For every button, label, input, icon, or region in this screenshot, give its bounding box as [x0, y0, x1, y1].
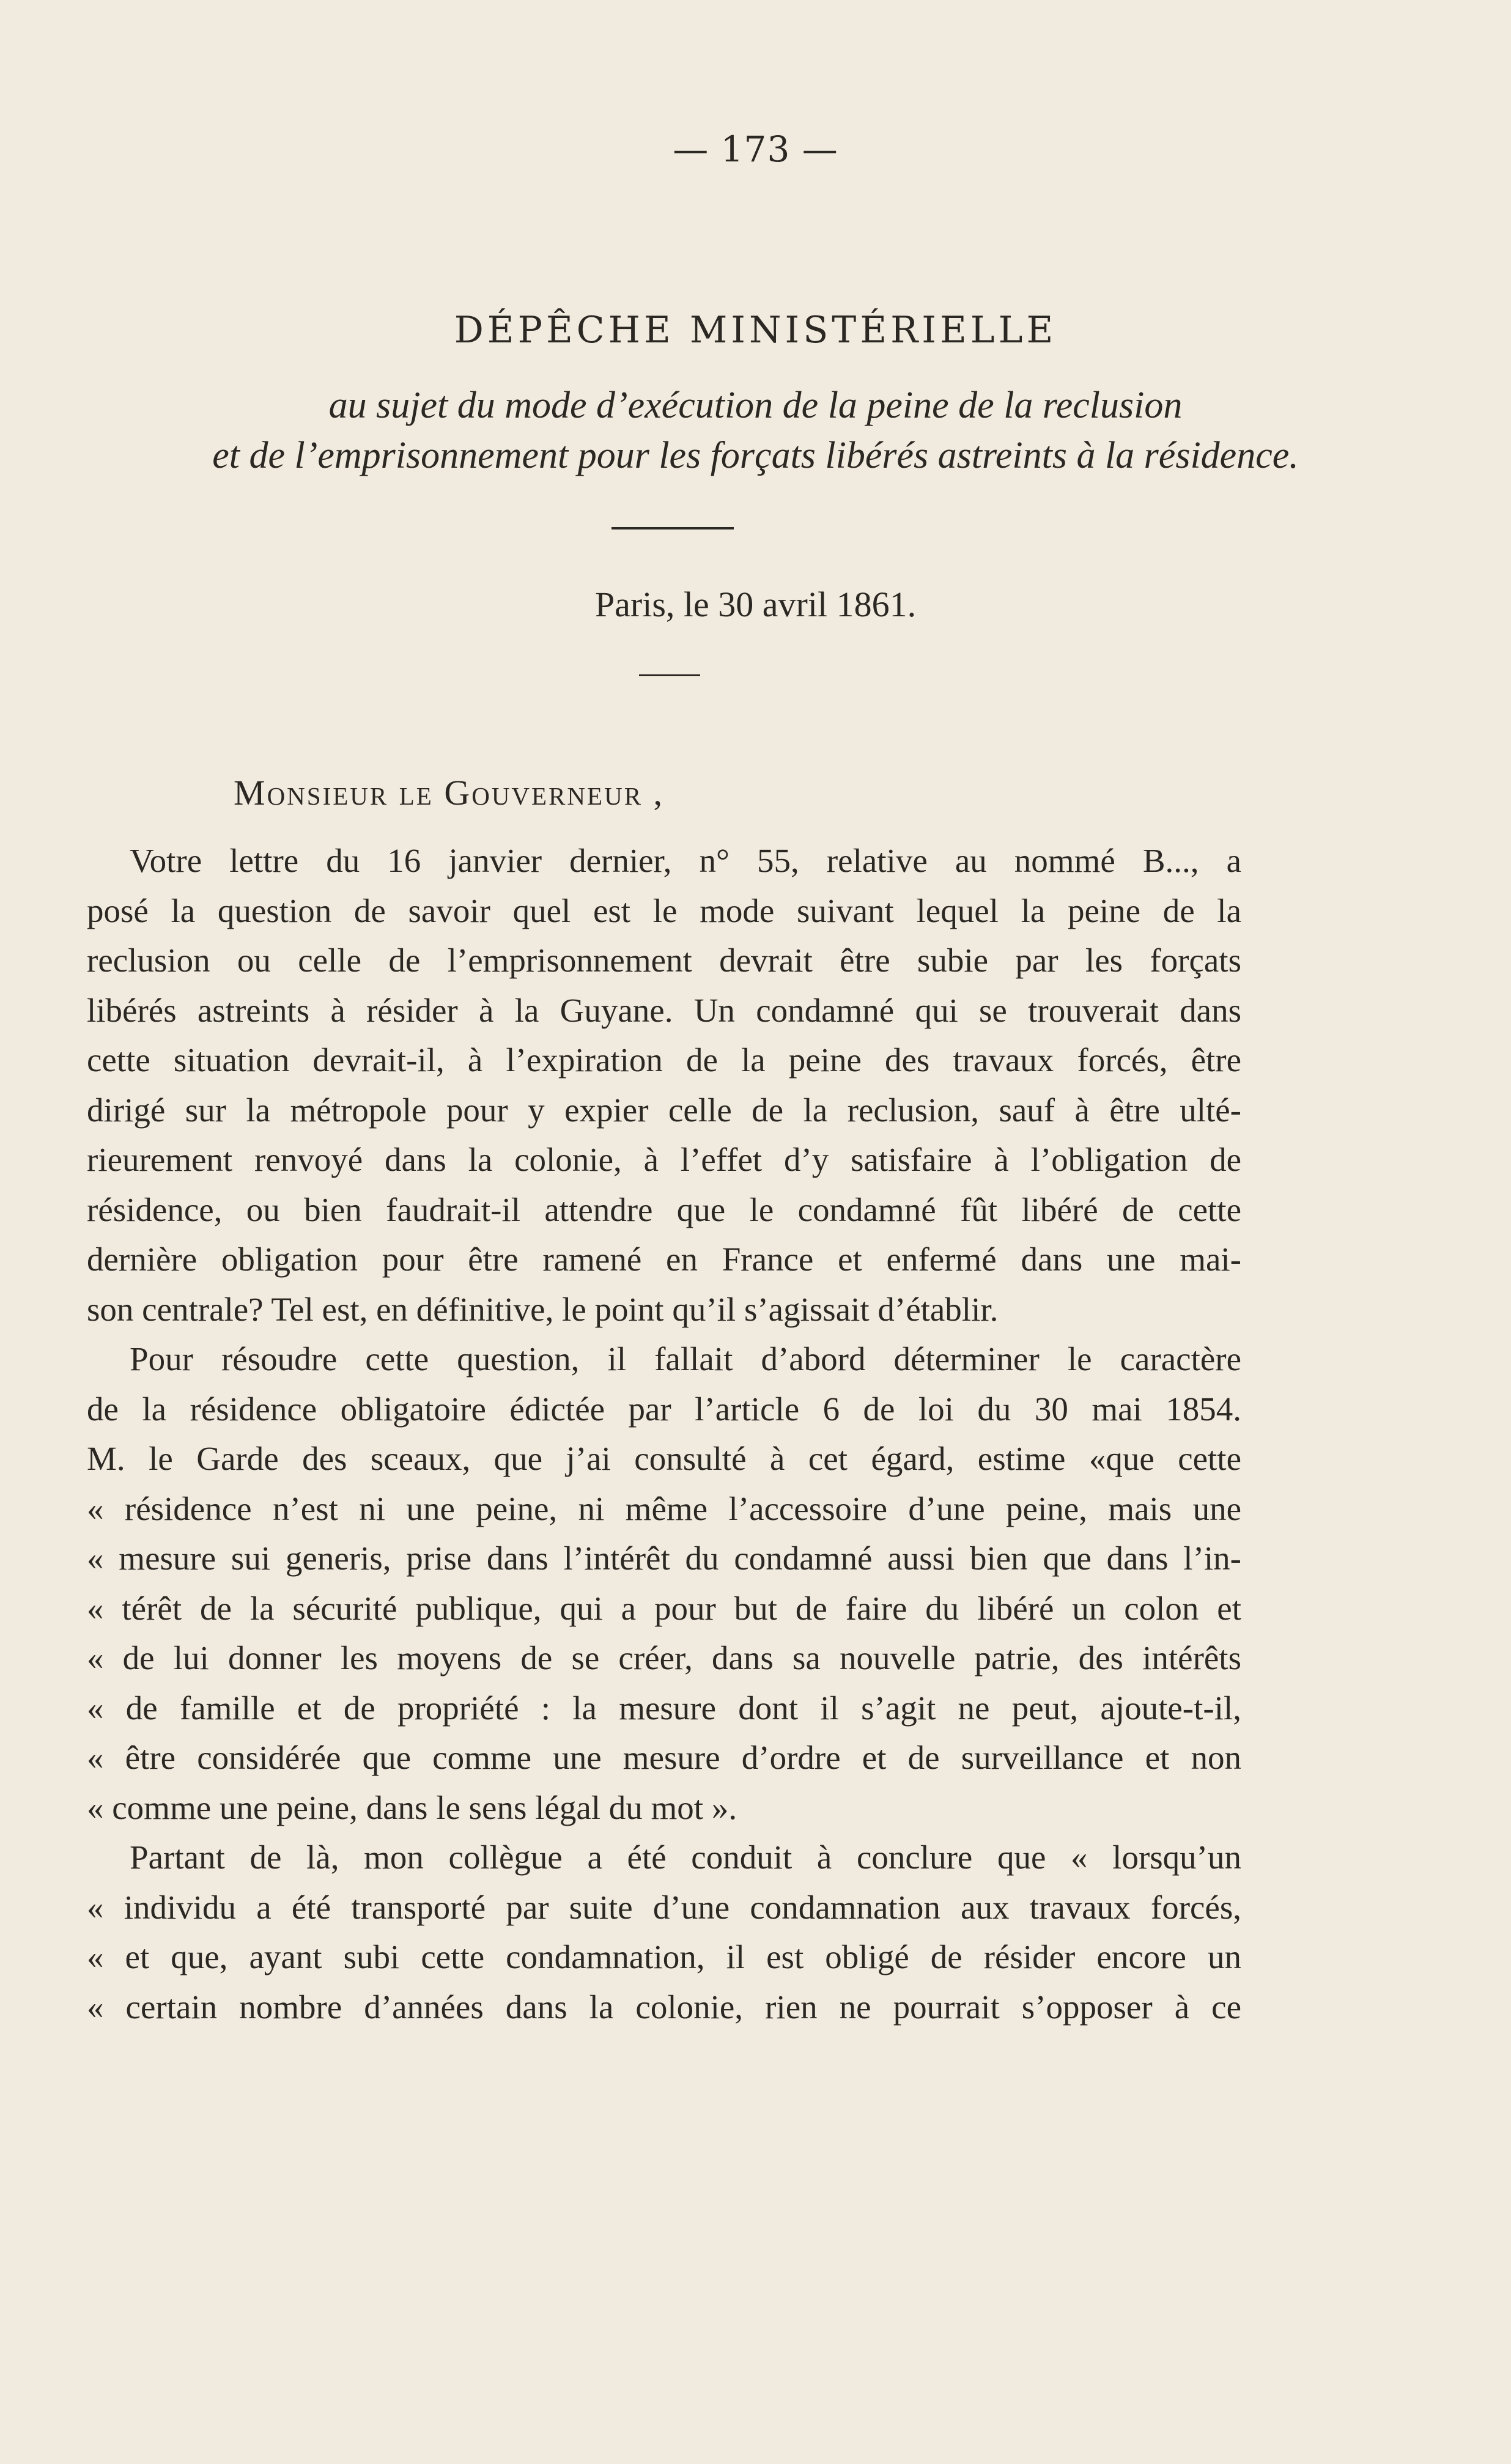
text-line: Pour résoudre cette question, il fallait d’abord déterminer le caractère: [130, 1340, 1241, 1378]
text-line: « comme une peine, dans le sens légal du mot ».: [87, 1788, 737, 1826]
text-line: posé la question de savoir quel est le mode suivant lequel la peine de la: [87, 891, 1241, 929]
divider-rule-short: [639, 674, 700, 676]
text-line: Partant de là, mon collègue a été conduit à conclure que « lorsqu’un: [130, 1839, 1241, 1876]
text-line: « térêt de la sécurité publique, qui a pour but de faire du libéré un colon et: [87, 1589, 1241, 1627]
text-line: « être considérée que comme une mesure d’ordre et de surveillance et non: [87, 1739, 1241, 1776]
letter-body: [87, 836, 1241, 2032]
text-line: rieurement renvoyé dans la colonie, à l’effet d’y satisfaire à l’obligation de: [87, 1141, 1241, 1178]
text-line: de la résidence obligatoire édictée par l’article 6 de loi du 30 mai 1854.: [87, 1390, 1241, 1428]
divider-rule: [611, 527, 734, 529]
text-line: « de famille et de propriété : la mesure dont il s’agit ne peut, ajoute-t-il,: [87, 1689, 1241, 1727]
text-line: libérés astreints à résider à la Guyane. Un condamné qui se trouverait dans: [87, 991, 1241, 1029]
text-line: « et que, ayant subi cette condamnation, il est obligé de résider encore un: [87, 1938, 1241, 1975]
salutation: Monsieur le Gouverneur ,: [234, 773, 665, 813]
page-number: — 173 —: [673, 128, 838, 170]
subtitle-line-1: au sujet du mode d’exécution de la peine de la reclusion: [328, 385, 1183, 426]
document-title: DÉPÊCHE MINISTÉRIELLE: [454, 309, 1057, 352]
dateline: Paris, le 30 avril 1861.: [594, 585, 917, 624]
text-line: « individu a été transporté par suite d’une condamnation aux travaux forcés,: [87, 1888, 1241, 1926]
text-line: Votre lettre du 16 janvier dernier, n° 55, relative au nommé B..., a: [130, 842, 1241, 879]
text-line: « mesure sui generis, prise dans l’intérêt du condamné aussi bien que dans l’in-: [87, 1540, 1241, 1577]
text-line: résidence, ou bien faudrait-il attendre que le condamné fût libéré de cette: [87, 1190, 1241, 1228]
text-line: dirigé sur la métropole pour y expier celle de la reclusion, sauf à être ulté-: [87, 1091, 1241, 1129]
text-line: dernière obligation pour être ramené en France et enfermé dans une mai-: [87, 1241, 1241, 1278]
subtitle-line-2: et de l’emprisonnement pour les forçats libérés astreints à la résidence.: [212, 435, 1299, 476]
text-line: « résidence n’est ni une peine, ni même l’accessoire d’une peine, mais une: [87, 1489, 1241, 1527]
text-line: « de lui donner les moyens de se créer, dans sa nouvelle patrie, des intérêts: [87, 1639, 1241, 1676]
text-line: cette situation devrait-il, à l’expiration de la peine des travaux forcés, être: [87, 1041, 1241, 1079]
text-line: reclusion ou celle de l’emprisonnement devrait être subie par les forçats: [87, 942, 1241, 979]
text-line: « certain nombre d’années dans la colonie, rien ne pourrait s’opposer à ce: [87, 1988, 1241, 2026]
text-line: M. le Garde des sceaux, que j’ai consulté à cet égard, estime «que cette: [87, 1440, 1241, 1477]
text-line: son centrale? Tel est, en définitive, le point qu’il s’agissait d’établir.: [87, 1290, 999, 1328]
